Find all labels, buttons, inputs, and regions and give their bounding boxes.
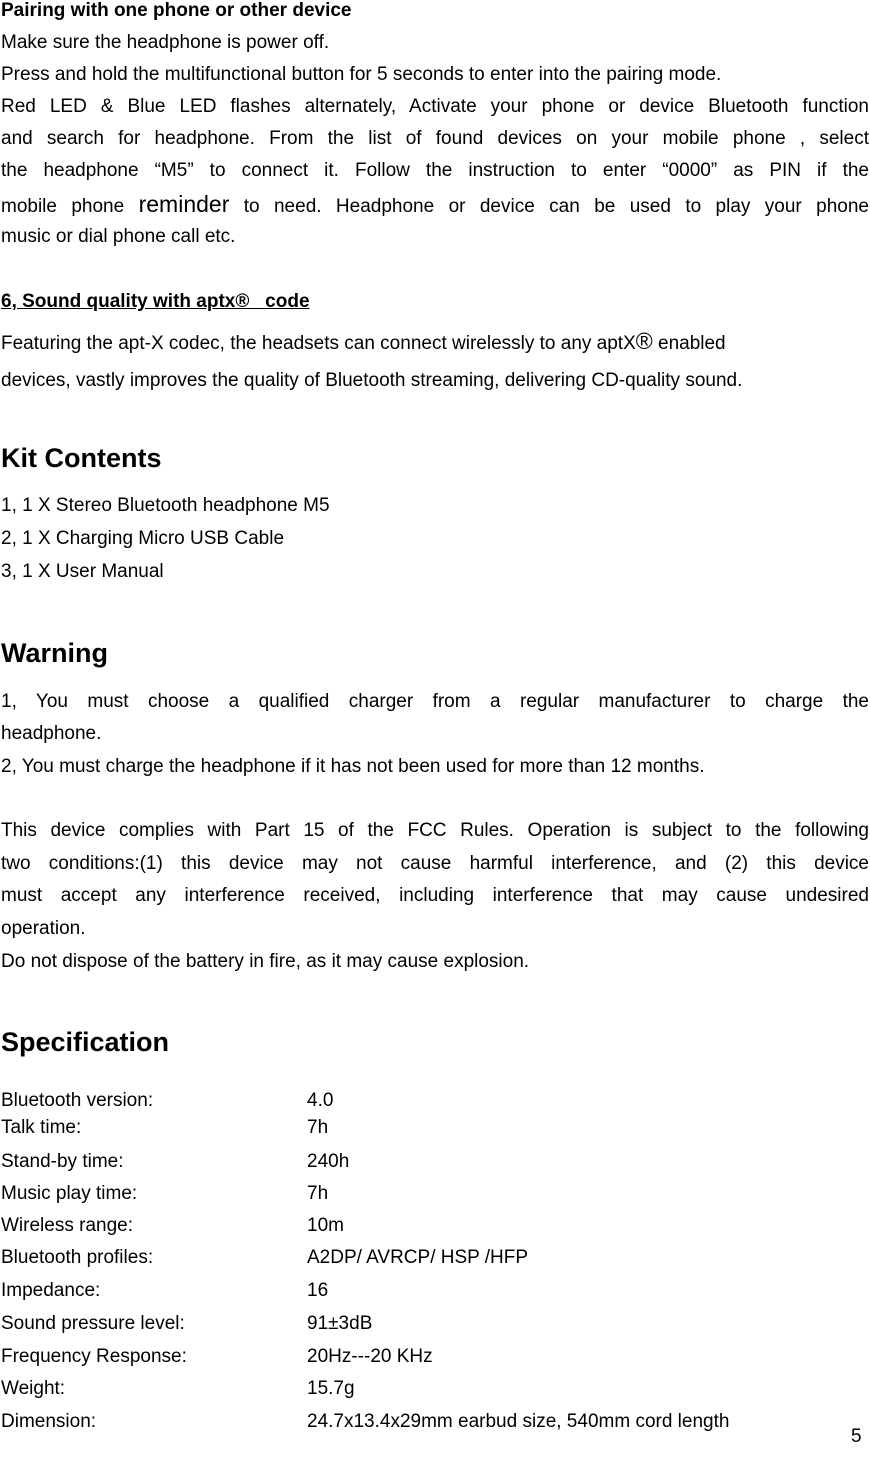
pairing-line: Make sure the headphone is power off.	[1, 32, 330, 53]
spec-value: 7h	[307, 1183, 329, 1204]
spec-label: Talk time:	[1, 1117, 82, 1138]
spec-label: Wireless range:	[1, 1215, 133, 1236]
spec-label: Frequency Response:	[1, 1346, 187, 1367]
spec-value: 240h	[307, 1151, 350, 1172]
specification-heading: Specification	[1, 1027, 170, 1057]
warning-heading: Warning	[1, 638, 108, 668]
spec-value: 16	[307, 1280, 329, 1301]
spec-value: A2DP/ AVRCP/ HSP /HFP	[307, 1247, 529, 1268]
pairing-line6-pre: mobile phone	[1, 196, 139, 217]
spec-label: Impedance:	[1, 1280, 101, 1301]
page-number: 5	[851, 1426, 862, 1447]
pairing-reminder-word: reminder	[138, 191, 230, 217]
pairing-line: Red LED & Blue LED flashes alternately, Activate your phone or device Bluetooth function	[1, 96, 869, 117]
pairing-line	[1, 193, 869, 218]
kit-item: 2, 1 X Charging Micro USB Cable	[1, 528, 285, 549]
spec-value: 4.0	[307, 1090, 334, 1111]
aptx-line: devices, vastly improves the quality of Bluetooth streaming, delivering CD-quality sound.	[1, 370, 743, 391]
pairing-line: Press and hold the multifunctional button for 5 seconds to enter into the pairing mode.	[1, 64, 722, 85]
fcc-line: must accept any interference received, including interference that may cause undesired	[1, 885, 869, 906]
warning-line: 1, You must choose a qualified charger from a regular manufacturer to charge the	[1, 691, 869, 712]
aptx-line1-pre: Featuring the apt-X codec, the headsets can connect wirelessly to any aptX	[1, 333, 636, 354]
spec-label: Sound pressure level:	[1, 1313, 185, 1334]
spec-label: Bluetooth profiles:	[1, 1247, 154, 1268]
aptx-line	[1, 330, 726, 355]
warning-line: 2, You must charge the headphone if it has not been used for more than 12 months.	[1, 756, 705, 777]
warning-line: headphone.	[1, 723, 102, 744]
spec-label: Dimension:	[1, 1411, 97, 1432]
spec-value: 15.7g	[307, 1378, 355, 1399]
spec-label: Music play time:	[1, 1183, 138, 1204]
spec-label: Stand-by time:	[1, 1151, 124, 1172]
pairing-line: the headphone “M5” to connect it. Follow the instruction to enter “0000” as PIN if the	[1, 160, 869, 181]
spec-value: 10m	[307, 1215, 344, 1236]
pairing-line6-post: to need. Headphone or device can be used to play your phone	[229, 196, 869, 217]
pairing-line: music or dial phone call etc.	[1, 226, 236, 247]
fcc-line: This device complies with Part 15 of the FCC Rules. Operation is subject to the following	[1, 820, 869, 841]
kit-item: 1, 1 X Stereo Bluetooth headphone M5	[1, 495, 330, 516]
aptx-line1-post: enabled	[652, 333, 726, 354]
battery-warning: Do not dispose of the battery in fire, as it may cause explosion.	[1, 951, 530, 972]
spec-label: Bluetooth version:	[1, 1090, 154, 1111]
kit-heading: Kit Contents	[1, 443, 162, 473]
fcc-line: operation.	[1, 918, 86, 939]
spec-value: 7h	[307, 1117, 329, 1138]
registered-mark: ®	[635, 328, 653, 354]
kit-item: 3, 1 X User Manual	[1, 561, 164, 582]
fcc-line: two conditions:(1) this device may not cause harmful interference, and (2) this device	[1, 853, 869, 874]
pairing-line: and search for headphone. From the list of found devices on your mobile phone , select	[1, 128, 869, 149]
spec-label: Weight:	[1, 1378, 66, 1399]
spec-value: 20Hz---20 KHz	[307, 1346, 433, 1367]
spec-value: 24.7x13.4x29mm earbud size, 540mm cord length	[307, 1411, 730, 1432]
spec-value: 91±3dB	[307, 1313, 373, 1334]
pairing-heading: Pairing with one phone or other device	[1, 0, 352, 21]
aptx-heading: 6, Sound quality with aptx® code	[1, 291, 310, 312]
